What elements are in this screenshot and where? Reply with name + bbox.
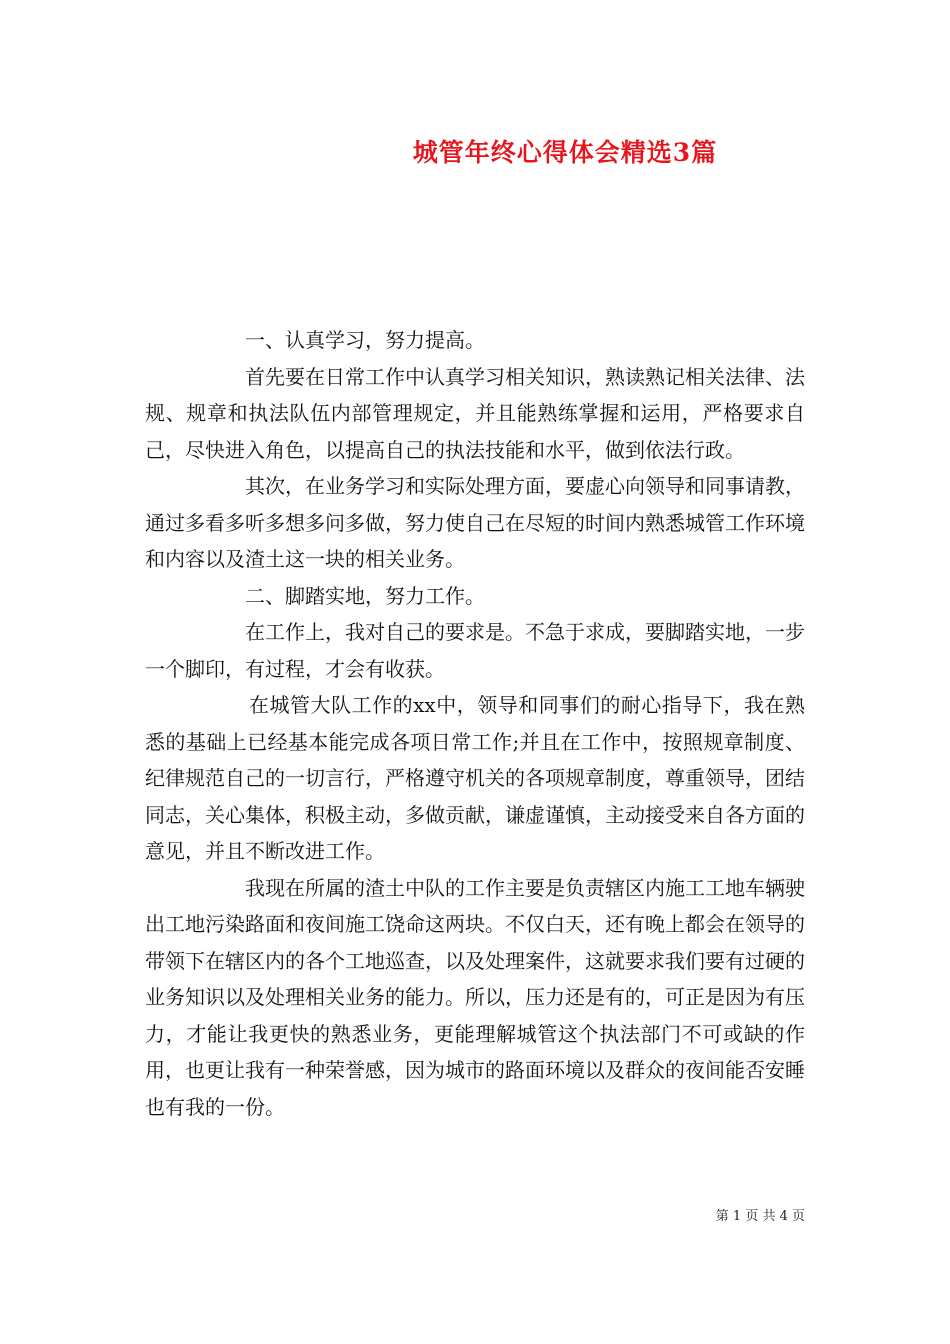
document-title: 城管年终心得体会精选3篇 xyxy=(412,138,718,167)
paragraph-4: 在城管大队工作的xx中，领导和同事们的耐心指导下，我在熟悉的基础上已经基本能完成各项日常工作;并且在工作中，按照规章制度、纪律规范自己的一切言行，严格遵守机关的各项规章制度，尊重领导，团结同志，关心集体，积极主动，多做贡献，谦虚谨慎，主动接受来自各方面的意见，并且不断改进工作。 xyxy=(145,693,805,863)
paragraph-2: 其次，在业务学习和实际处理方面，要虚心向领导和同事请教，通过多看多听多想多问多做，努力使自己在尽短的时间内熟悉城管工作环境和内容以及渣土这一块的相关业务。 xyxy=(145,474,805,571)
paragraph-1: 首先要在日常工作中认真学习相关知识，熟读熟记相关法律、法规、规章和执法队伍内部管理规定，并且能熟练掌握和运用，严格要求自己，尽快进入角色，以提高自己的执法技能和水平，做到依法行政。 xyxy=(145,364,805,462)
page-footer: 第 1 页 共 4 页 xyxy=(715,1209,805,1224)
paragraph-5: 我现在所属的渣土中队的工作主要是负责辖区内施工工地车辆驶出工地污染路面和夜间施工饶命这两块。不仅白天，还有晚上都会在领导的带领下在辖区内的各个工地巡查，以及处理案件，这就要求我们要有过硬的业务知识以及处理相关业务的能力。所以，压力还是有的，可正是因为有压力，才能让我更快的熟悉业务，更能理解城管这个执法部门不可或缺的作用，也更让我有一种荣誉感，因为城市的路面环境以及群众的夜间能否安睡也有我的一份。 xyxy=(145,875,805,1119)
section-heading-1: 一、认真学习，努力提高。 xyxy=(245,328,485,352)
paragraph-3: 在工作上，我对自己的要求是。不急于求成，要脚踏实地，一步一个脚印，有过程，才会有收获。 xyxy=(145,620,805,681)
section-heading-2: 二、脚踏实地，努力工作。 xyxy=(245,583,485,608)
document-body xyxy=(145,322,805,1125)
